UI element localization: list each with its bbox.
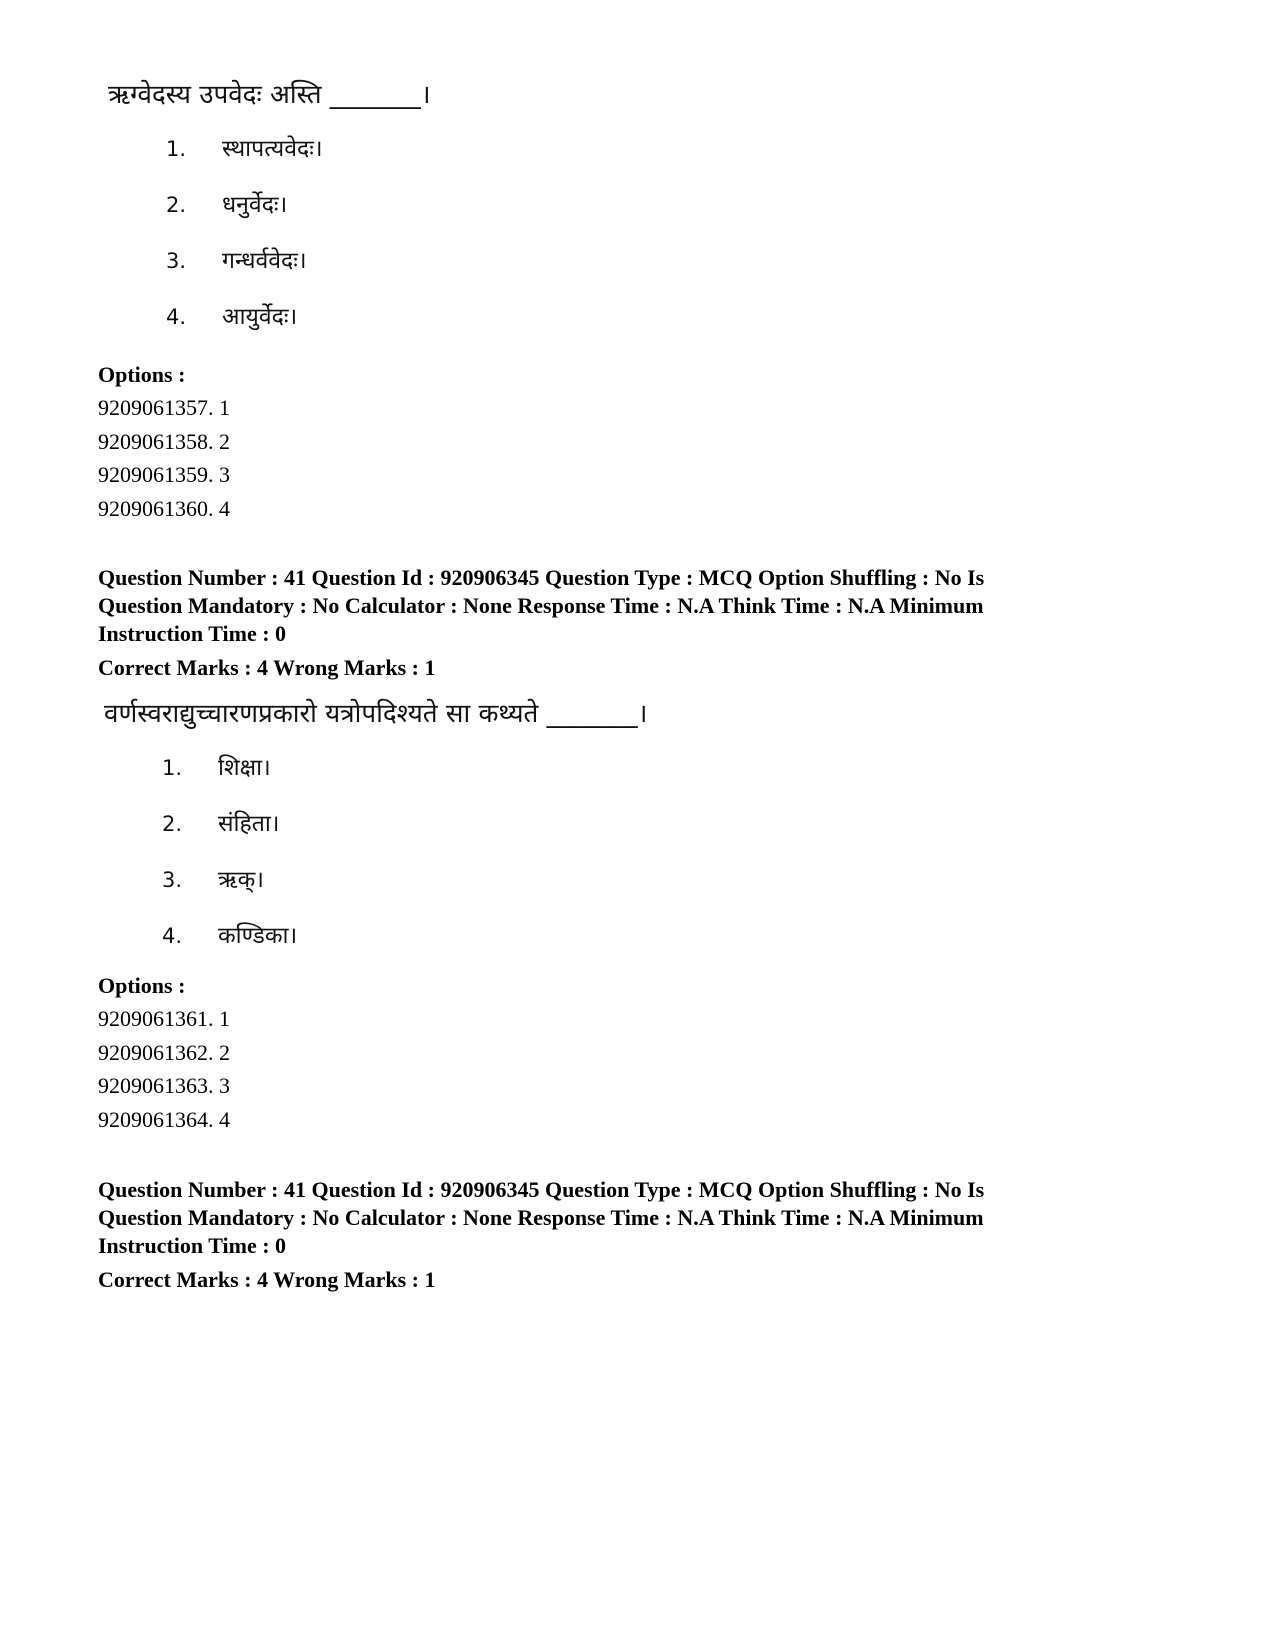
marks-line: Correct Marks : 4 Wrong Marks : 1: [98, 655, 436, 680]
meta-line: Instruction Time : 0: [98, 1233, 287, 1258]
choice-2: [100, 190, 720, 220]
choice-number: 1.: [162, 756, 183, 780]
meta-line: Question Number : 41 Question Id : 920906345 Question Type : MCQ Option Shuffling : No Is: [98, 1177, 985, 1202]
choice-text: आयुर्वेदः।: [222, 304, 298, 330]
question-meta: [98, 1176, 1188, 1294]
question-stem: वर्णस्वराद्युच्चारणप्रकारो यत्रोपदिश्यते सा कथ्यते _______।: [104, 699, 648, 729]
choice-1: [100, 753, 720, 783]
option-line: 9209061360. 4: [98, 495, 230, 521]
option-line: 9209061363. 3: [98, 1073, 230, 1098]
choice-4: [100, 302, 720, 332]
choice-number: 3.: [166, 249, 187, 273]
meta-line: Instruction Time : 0: [98, 621, 287, 646]
options-section: [98, 969, 1188, 1136]
marks-line: Correct Marks : 4 Wrong Marks : 1: [98, 1267, 436, 1292]
meta-line: Question Mandatory : No Calculator : None Response Time : N.A Think Time : N.A Minimum: [98, 1205, 984, 1230]
choice-text: कण्डिका।: [218, 923, 298, 949]
option-line: 9209061364. 4: [98, 1106, 230, 1132]
choice-text: ऋक्।: [218, 867, 264, 893]
question-meta: [98, 564, 1188, 682]
choice-text: शिक्षा।: [218, 755, 271, 781]
choice-number: 2.: [166, 193, 187, 217]
options-heading: Options :: [98, 362, 186, 387]
choice-2: [100, 809, 720, 839]
option-line: 9209061359. 3: [98, 462, 230, 487]
choice-number: 4.: [162, 924, 183, 948]
options-heading: Options :: [98, 973, 186, 998]
choice-3: [100, 246, 720, 276]
option-line: 9209061358. 2: [98, 428, 230, 454]
option-line: 9209061362. 2: [98, 1039, 230, 1065]
option-line: 9209061357. 1: [98, 395, 230, 420]
options-section: [98, 358, 1188, 525]
meta-line: Question Number : 41 Question Id : 920906345 Question Type : MCQ Option Shuffling : No Is: [98, 565, 985, 590]
choice-number: 3.: [162, 868, 183, 892]
choice-number: 2.: [162, 812, 183, 836]
question-image: [100, 78, 720, 332]
choice-1: [100, 134, 720, 164]
question-stem: ऋग्वेदस्य उपवेदः अस्ति _______।: [108, 80, 431, 110]
question-image: [100, 697, 720, 951]
choice-number: 4.: [166, 305, 187, 329]
choice-3: [100, 865, 720, 895]
choice-text: संहिता।: [218, 811, 280, 837]
choice-text: धनुर्वेदः।: [222, 192, 288, 218]
choice-4: [100, 921, 720, 951]
choice-text: गन्धर्ववेदः।: [222, 248, 307, 274]
choice-text: स्थापत्यवेदः।: [222, 136, 323, 162]
option-line: 9209061361. 1: [98, 1006, 230, 1031]
meta-line: Question Mandatory : No Calculator : None Response Time : N.A Think Time : N.A Minimum: [98, 593, 984, 618]
choice-number: 1.: [166, 137, 187, 161]
